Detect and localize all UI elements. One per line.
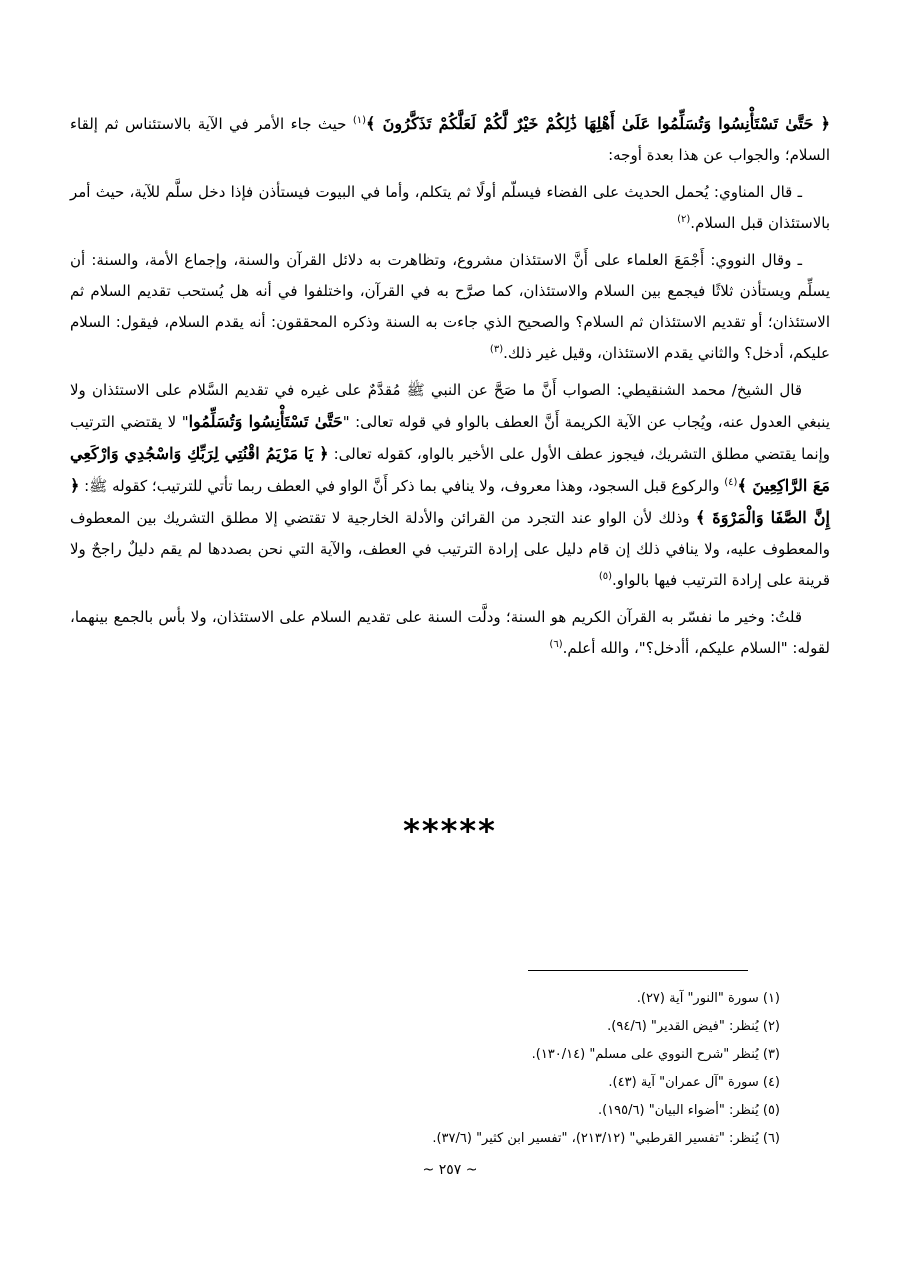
footnote-ref[interactable]: (٤) bbox=[724, 477, 738, 488]
paragraph-text: وذلك لأن الواو عند التجرد من القرائن والأدلة الخارجية لا تقتضي إلا مطلق التشريك بين المعطوف والمعطوف عليه، ولا ينافي ذلك إن قام دليل على إرادة الترتيب في العطف، والآية التي نحن بصددها لم يقم دليلٌ راجحٌ ولا قرينة على إرادة الترتيب فيها بالواو. bbox=[70, 509, 830, 589]
paragraph-text: حيث جاء الأمر في الآية بالاستئناس ثم إلقاء السلام؛ والجواب عن هذا بعدة أوجه: bbox=[70, 115, 830, 164]
footnote-item: (١) سورة "النور" آية (٢٧). bbox=[636, 991, 780, 1006]
page-number: ~ ٢٥٧ ~ bbox=[422, 1162, 478, 1178]
section-separator: ***** bbox=[403, 812, 497, 850]
paragraph-text: قلتُ: وخير ما نفسّر به القرآن الكريم هو السنة؛ ودلَّت السنة على تقديم السلام على الاستئذان، ولا بأس بالجمع بينهما، لقوله: "السلام عليكم، أأدخل؟"، والله أعلم. bbox=[70, 608, 830, 657]
footnote-divider bbox=[528, 970, 748, 971]
paragraph-text: والركوع قبل السجود، وهذا معروف، ولا ينافي بما ذكر أَنَّ الواو في العطف ربما تأتي للترتيب؛ كقوله ﷺ: bbox=[79, 477, 725, 495]
paragraph-text: ـ وقال النووي: أَجْمَعَ العلماء على أَنَّ الاستئذان مشروع، وتظاهرت به دلائل القرآن والسنة، وإجماع الأمة، والسنة: أن يسلِّم ويستأذن ثلاثًا فيجمع بين السلام والاستئذان، كما صرَّح به في القرآن، واختلفوا في أنه هل يُستحب تقديم السلام ثم الاستئذان؛ أو تقديم الاستئذان ثم السلام؟ والصحيح الذي جاءت به السنة وذكره المحققون: أنه يقدم السلام، فيقول: السلام عليكم، أدخل؟ والثاني يقدم الاستئذان، وقيل غير ذلك. bbox=[70, 251, 830, 362]
quran-verse: ﴿ إِنَّ الصَّفَا وَالْمَرْوَةَ ﴾ bbox=[69, 476, 830, 527]
footnote-item: (٣) يُنظر "شرح النووي على مسلم" (١٣٠/١٤). bbox=[531, 1047, 780, 1062]
paragraph-2 bbox=[70, 177, 830, 239]
footnote-ref[interactable]: (٣) bbox=[489, 344, 504, 355]
paragraph-4 bbox=[70, 375, 830, 596]
paragraph-5 bbox=[70, 602, 830, 664]
footnote-ref[interactable]: (١) bbox=[352, 115, 367, 126]
paragraph-text: قال الشيخ/ محمد الشنقيطي: الصواب أَنَّ ما صَحَّ عن النبي ﷺ مُقدَّمٌ على غيره في تقديم السَّلام على الاستئذان ولا ينبغي العدول عنه، ويُجاب عن الآية الكريمة أَنَّ العطف بالواو في قوله تعالى: " bbox=[70, 381, 831, 431]
paragraph-1 bbox=[70, 108, 830, 171]
main-text bbox=[70, 108, 830, 668]
paragraph-text: ـ قال المناوي: يُحمل الحديث على الفضاء فيسلّم أولًا ثم يتكلم، وأما في البيوت فيستأذن فإذا دخل سلَّم للآية، حيث أمر بالاستئذان قبل السلام. bbox=[70, 183, 830, 232]
footnotes bbox=[220, 985, 780, 1153]
paragraph-text: " لا يقتضي الترتيب وإنما يقتضي مطلق التشريك، فيجوز عطف الأول على الأخير بالواو، كقوله تعالى: bbox=[70, 413, 831, 463]
quran-verse: ﴿ يَا مَرْيَمُ اقْنُتِي لِرَبِّكِ وَاسْجُدِي وَارْكَعِي مَعَ الرَّاكِعِينَ ﴾ bbox=[70, 444, 830, 495]
footnote-item: (٢) يُنظر: "فيض القدير" (٩٤/٦). bbox=[607, 1019, 780, 1034]
footnote-item: (٥) يُنظر: "أضواء البيان" (١٩٥/٦). bbox=[597, 1103, 780, 1118]
quran-verse: ﴿ حَتَّىٰ تَسْتَأْنِسُوا وَتُسَلِّمُوا عَلَىٰ أَهْلِهَا ذَٰلِكُمْ خَيْرٌ لَّكُمْ لَعَلَّكُمْ تَذَكَّرُونَ ﴾ bbox=[366, 114, 830, 133]
footnote-item: (٦) يُنظر: "تفسير القرطبي" (٢١٣/١٢)، "تفسير ابن كثير" (٣٧/٦). bbox=[432, 1131, 780, 1146]
footnote-ref[interactable]: (٦) bbox=[549, 639, 563, 650]
paragraph-3 bbox=[70, 245, 830, 369]
footnote-ref[interactable]: (٢) bbox=[677, 214, 691, 225]
footnote-ref[interactable]: (٥) bbox=[598, 571, 613, 582]
footnote-item: (٤) سورة "آل عمران" آية (٤٣). bbox=[608, 1075, 780, 1090]
quran-verse: حَتَّىٰ تَسْتَأْنِسُوا وَتُسَلِّمُوا bbox=[188, 412, 343, 431]
